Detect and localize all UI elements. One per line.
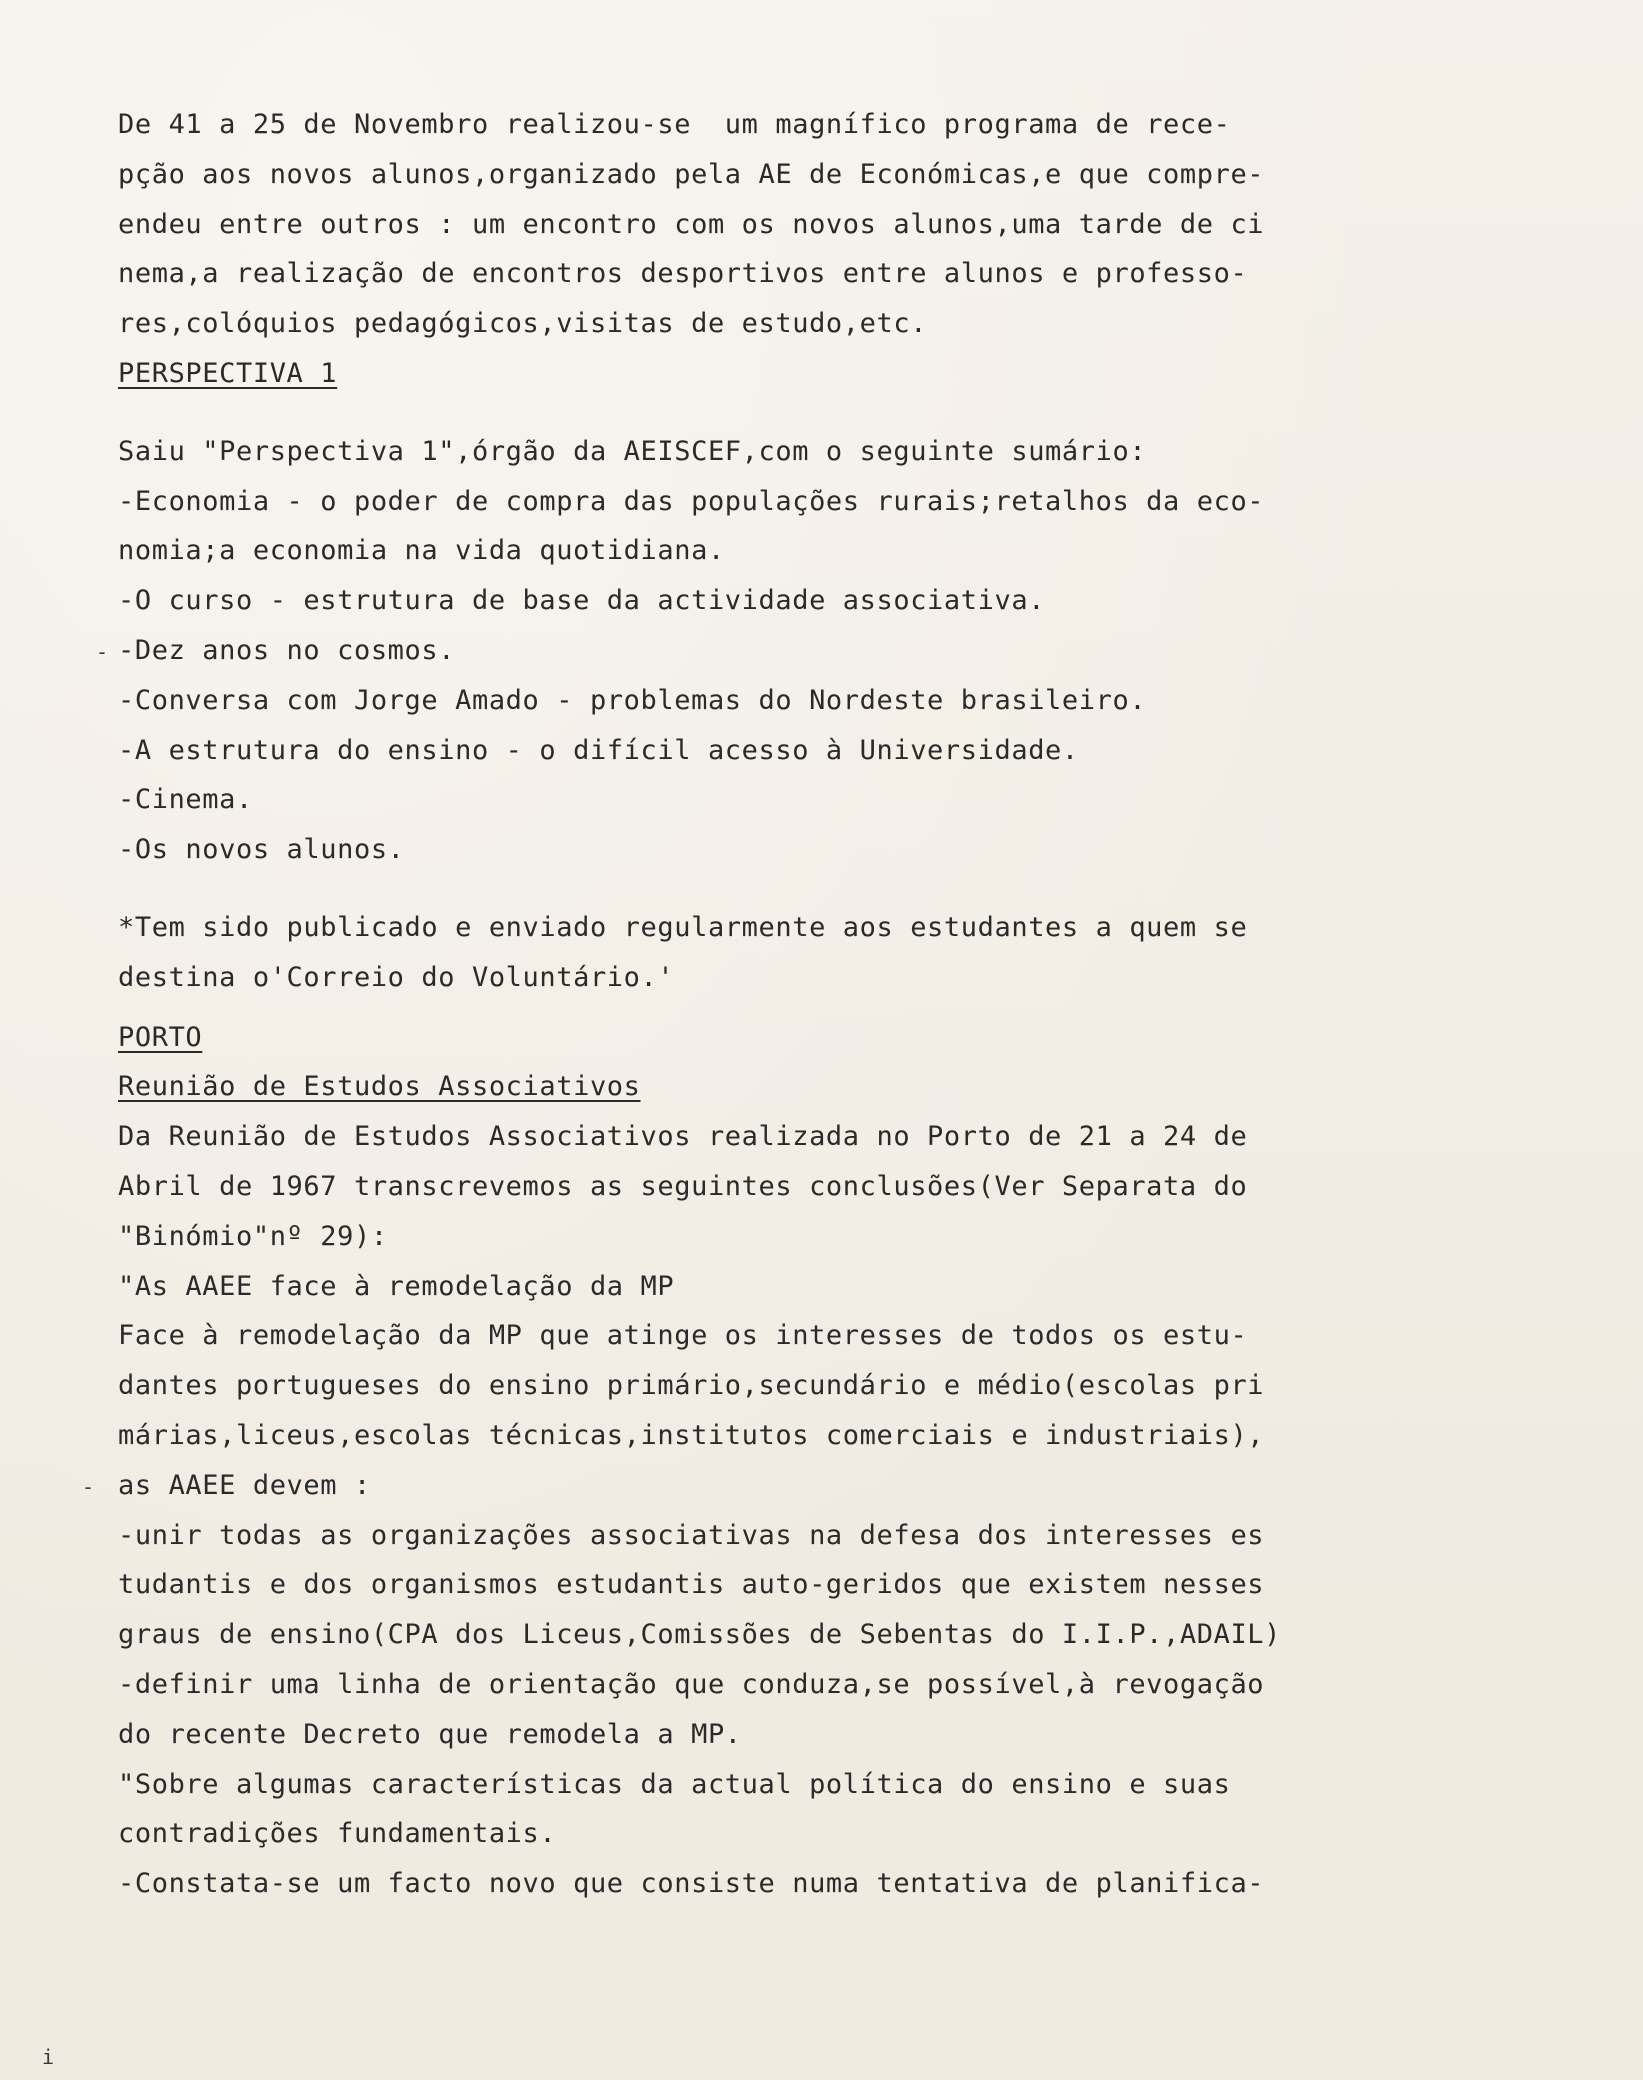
- text-line: graus de ensino(CPA dos Liceus,Comissões de Sebentas do I.I.P.,ADAIL): [118, 1619, 1282, 1651]
- text-line: as AAEE devem :: [118, 1469, 371, 1501]
- subheading-reuniao: Reunião de Estudos Associativos: [118, 1071, 641, 1103]
- reuniao-paragraph: [118, 1112, 1538, 1909]
- text-line: Saiu "Perspectiva 1",órgão da AEISCEF,com o seguinte sumário:: [118, 435, 1147, 467]
- text-line: *Tem sido publicado e enviado regularmente aos estudantes a quem se: [118, 911, 1248, 943]
- text-line: De 41 a 25 de Novembro realizou-se um magnífico programa de rece-: [118, 109, 1231, 140]
- text-line: -O curso - estrutura de base da actividade associativa.: [118, 585, 1046, 617]
- text-line: -Cinema.: [118, 784, 253, 816]
- text-line: nema,a realização de encontros desportivos entre alunos e professo-: [118, 258, 1248, 290]
- text-line: dantes portugueses do ensino primário,secundário e médio(escolas pri: [118, 1370, 1265, 1402]
- text-line: nomia;a economia na vida quotidiana.: [118, 535, 725, 567]
- margin-mark: -: [96, 640, 109, 664]
- text-line: Abril de 1967 transcrevemos as seguintes conclusões(Ver Separata do: [118, 1170, 1248, 1202]
- text-line: Da Reunião de Estudos Associativos realizada no Porto de 21 a 24 de: [118, 1121, 1248, 1153]
- text-line: -Os novos alunos.: [118, 834, 405, 866]
- intro-paragraph: [118, 100, 1538, 349]
- text-line: -Economia - o poder de compra das populações rurais;retalhos da eco-: [118, 485, 1265, 517]
- text-line: res,colóquios pedagógicos,visitas de estudo,etc.: [118, 308, 928, 340]
- text-line: endeu entre outros : um encontro com os novos alunos,uma tarde de ci: [118, 208, 1265, 240]
- text-line: do recente Decreto que remodela a MP.: [118, 1718, 742, 1750]
- text-line: "As AAEE face à remodelação da MP: [118, 1270, 675, 1302]
- text-line: Face à remodelação da MP que atinge os interesses de todos os estu-: [118, 1320, 1248, 1352]
- spacer: [118, 875, 1538, 903]
- text-line: contradições fundamentais.: [118, 1818, 557, 1850]
- text-line: -definir uma linha de orientação que conduza,se possível,à revogação: [118, 1668, 1265, 1700]
- text-line: pção aos novos alunos,organizado pela AE de Económicas,e que compre-: [118, 158, 1265, 190]
- typewritten-document: [118, 100, 1538, 1909]
- text-line: tudantis e dos organismos estudantis auto-geridos que existem nesses: [118, 1569, 1265, 1601]
- margin-mark: i: [42, 2045, 55, 2069]
- text-line: -Conversa com Jorge Amado - problemas do Nordeste brasileiro.: [118, 684, 1147, 716]
- text-line: -Constata-se um facto novo que consiste numa tentativa de planifica-: [118, 1868, 1265, 1900]
- spacer: [118, 399, 1538, 427]
- section-heading-porto: PORTO: [118, 1021, 203, 1053]
- text-line: "Binómio"nº 29):: [118, 1220, 388, 1252]
- text-line: márias,liceus,escolas técnicas,institutos comerciais e industriais),: [118, 1419, 1265, 1451]
- section-heading-perspectiva: PERSPECTIVA 1: [118, 357, 338, 389]
- perspectiva-summary: [118, 427, 1538, 875]
- text-line: "Sobre algumas características da actual política do ensino e suas: [118, 1768, 1231, 1800]
- text-line: -Dez anos no cosmos.: [118, 634, 456, 666]
- spacer: [118, 1003, 1538, 1013]
- text-line: -A estrutura do ensino - o difícil acesso à Universidade.: [118, 734, 1079, 766]
- correio-paragraph: [118, 903, 1538, 1003]
- text-line: destina o'Correio do Voluntário.': [118, 961, 675, 993]
- text-line: -unir todas as organizações associativas na defesa dos interesses es: [118, 1519, 1265, 1551]
- margin-mark: -: [82, 1475, 95, 1499]
